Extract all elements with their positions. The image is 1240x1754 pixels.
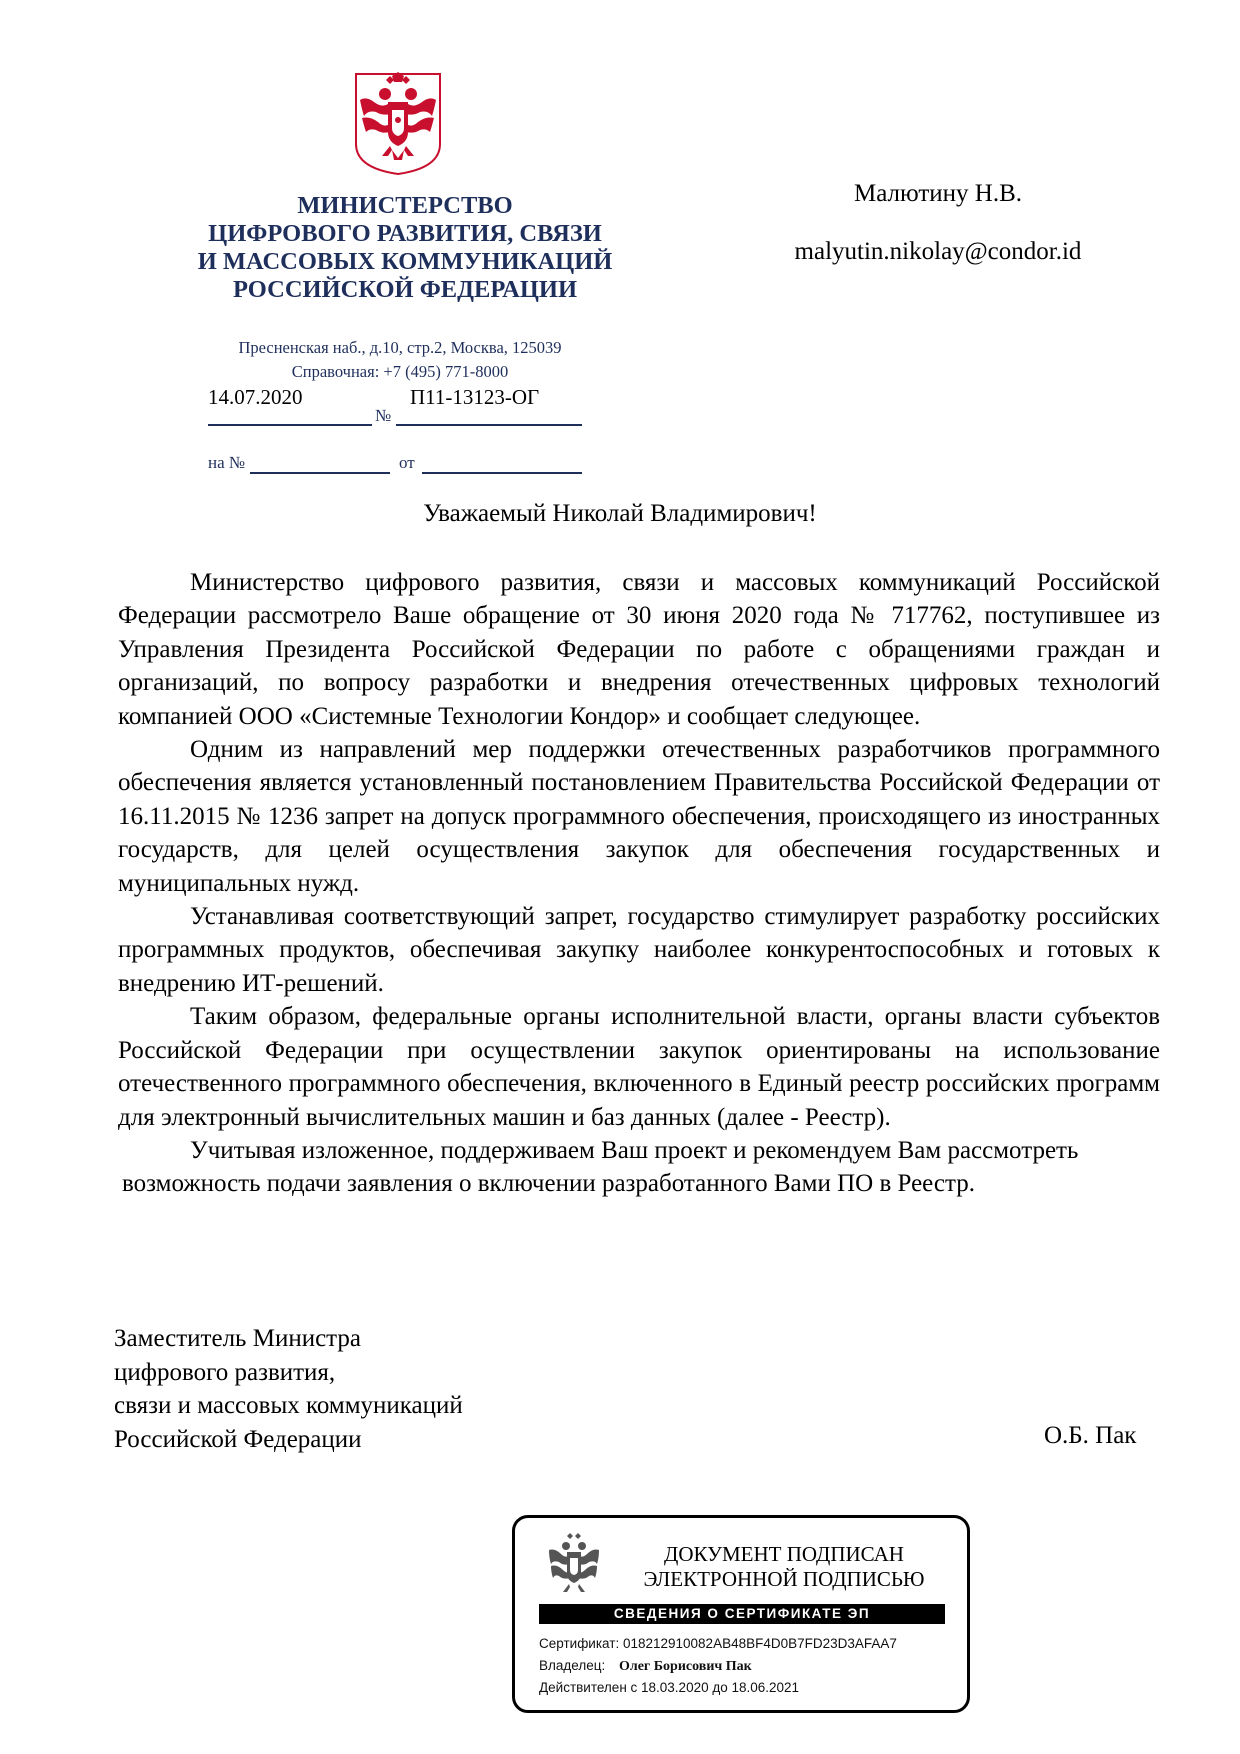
owner-row [539,1658,752,1675]
ministry-line: МИНИСТЕРСТВО [297,192,513,219]
ministry-contacts [170,336,630,384]
ministry-name [170,192,640,304]
ministry-line: РОССИЙСКОЙ ФЕДЕРАЦИИ [232,276,578,303]
ministry-line: ЦИФРОВОГО РАЗВИТИЯ, СВЯЗИ [208,220,602,247]
registration-number: П11-13123-ОГ [410,385,540,409]
signatory-title-line: цифрового развития, [114,1358,336,1386]
number-sign: № [375,406,392,425]
signatory-name: О.Б. Пак [1044,1422,1137,1449]
esign-title [619,1542,949,1592]
owner-value: Олег Борисович Пак [618,1659,752,1674]
esign-title-line: ДОКУМЕНТ ПОДПИСАН [664,1542,904,1566]
recipient-name: Малютину Н.В. [853,180,1023,207]
certificate-value: 018212910082AB48BF4D0B7FD23D3AFAA7 [622,1636,897,1651]
paragraph: Министерство цифрового развития, связи и массовых коммуникаций Российской Федерации рассмотрело Ваше обращение от 30 июня 2020 года № 717762, поступившее из Управления Президента Российской Федерации по работе с обращениями граждан и организаций, по вопросу разработки и внедрения отечественных цифровых технологий компанией ООО «Системные Технологии Кондор» и сообщает следующее. [118,569,1160,730]
recipient-email: malyutin.nikolay@condor.id [794,238,1082,265]
salutation: Уважаемый Николай Владимирович! [423,500,817,527]
paragraph: Таким образом, федеральные органы исполнительной власти, органы власти субъектов Российской Федерации при осуществлении закупок ориентированы на использование отечественного программного обеспечения, включенного в Единый реестр российских программ для электронный вычислительных машин и баз данных (далее - Реестр). [118,1003,1160,1131]
paragraph: Устанавливая соответствующий запрет, государство стимулирует разработку российских программных продуктов, обеспечивая закупку наиболее конкурентоспособных и готовых к внедрению ИТ-решений. [118,903,1160,997]
recipient-block [728,180,1148,266]
certificate-label: Сертификат: [539,1636,620,1651]
coat-of-arms-icon [352,70,444,178]
electronic-signature-stamp [512,1515,970,1713]
signatory-title [114,1322,463,1456]
signatory-title-line: связи и массовых коммуникаций [114,1392,463,1419]
ref-number-label: на № [208,453,246,472]
ministry-line: И МАССОВЫХ КОММУНИКАЦИЙ [197,248,613,275]
signatory-title-line: Заместитель Министра [114,1325,361,1352]
letter-body [118,566,1160,1201]
paragraph: Одним из направлений мер поддержки отечественных разработчиков программного обеспечения является установленный постановлением Правительства Российской Федерации от 16.11.2015 № 1236 запрет на допуск программного обеспечения, происходящего из иностранных государств, для целей осуществления закупок для обеспечения государственных и муниципальных нужд. [118,736,1160,897]
esign-title-line: ЭЛЕКТРОННОЙ ПОДПИСЬЮ [643,1567,925,1591]
owner-label: Владелец: [539,1658,606,1673]
signatory-title-line: Российской Федерации [114,1425,362,1453]
ref-date-label: от [399,453,415,472]
coat-of-arms-icon [545,1530,603,1600]
validity-row: Действителен с 18.03.2020 до 18.06.2021 [539,1680,800,1695]
ref-date-underline [422,472,582,474]
date-underline [208,424,372,426]
ministry-phone: Справочная: +7 (495) 771-8000 [291,362,509,381]
ministry-address: Пресненская наб., д.10, стр.2, Москва, 125039 [238,338,562,357]
paragraph: Учитывая изложенное, поддерживаем Ваш проект и рекомендуем Вам рассмотреть возможность подачи заявления о включении разработанного Вами ПО в Реестр. [122,1136,1079,1198]
certificate-header: СВЕДЕНИЯ О СЕРТИФИКАТЕ ЭП [539,1604,945,1624]
registration-date: 14.07.2020 [208,385,303,409]
ref-number-underline [250,472,390,474]
certificate-row [539,1636,897,1651]
number-underline [396,424,582,426]
